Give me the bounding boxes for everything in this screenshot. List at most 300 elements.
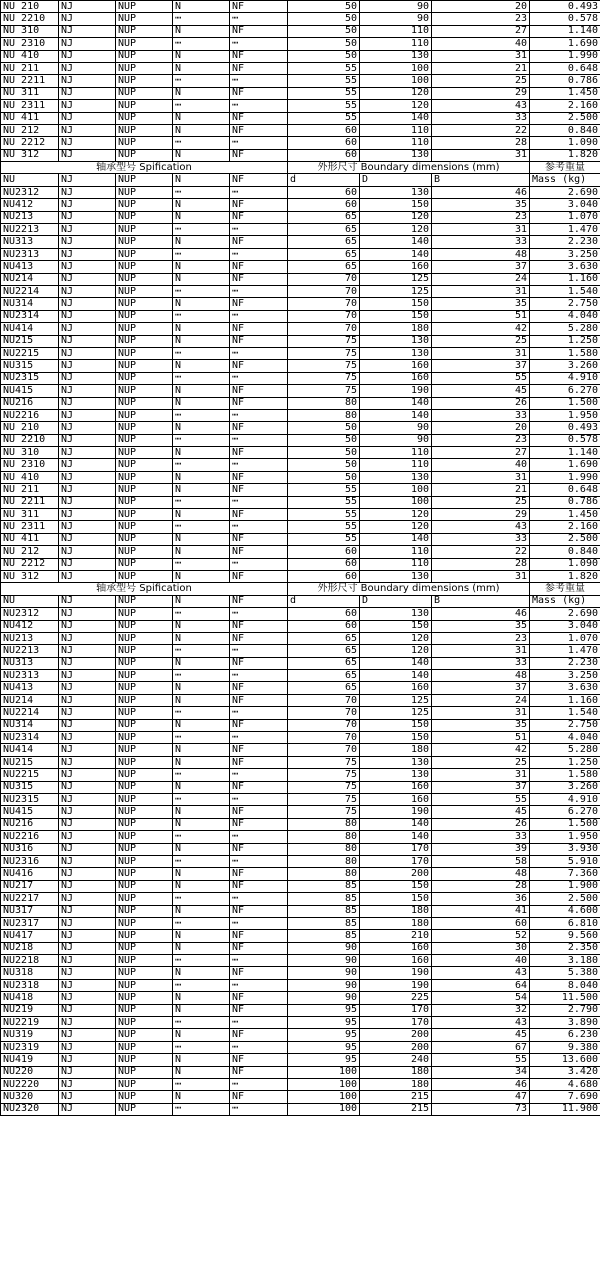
bore-d: 50	[288, 434, 360, 446]
model-nup: NUP	[116, 298, 173, 310]
bore-d: 100	[288, 1078, 360, 1090]
width-b: 35	[432, 298, 530, 310]
mass: 3.040	[530, 199, 600, 211]
mass: 1.690	[530, 459, 600, 471]
model-nj: NJ	[59, 224, 116, 236]
model-nj: NJ	[59, 261, 116, 273]
bore-d: 75	[288, 347, 360, 359]
width-b: 26	[432, 818, 530, 830]
model-nu: NU 410	[1, 50, 59, 62]
outer-d: 140	[360, 409, 432, 421]
table-row	[1, 1103, 600, 1115]
table-row	[1, 955, 600, 967]
model-n: N	[173, 323, 230, 335]
model-nj: NJ	[59, 422, 116, 434]
model-nup: NUP	[116, 806, 173, 818]
model-nf: NF	[230, 112, 288, 124]
width-b: 33	[432, 112, 530, 124]
model-nj: NJ	[59, 955, 116, 967]
model-nj: NJ	[59, 979, 116, 991]
model-nj: NJ	[59, 608, 116, 620]
width-b: 67	[432, 1041, 530, 1053]
table-row	[1, 1078, 600, 1090]
mass: 3.040	[530, 620, 600, 632]
model-nf: NF	[230, 905, 288, 917]
model-nf: NF	[230, 124, 288, 136]
width-b: 29	[432, 509, 530, 521]
width-b: 20	[432, 1, 530, 13]
width-b: 31	[432, 224, 530, 236]
mass: 3.420	[530, 1066, 600, 1078]
model-nu: NU412	[1, 199, 59, 211]
table-row	[1, 447, 600, 459]
mass: 6.270	[530, 385, 600, 397]
mass: 3.930	[530, 843, 600, 855]
model-nu: NU315	[1, 360, 59, 372]
outer-d: 150	[360, 719, 432, 731]
outer-d: 130	[360, 50, 432, 62]
width-b: 28	[432, 558, 530, 570]
outer-d: 140	[360, 533, 432, 545]
model-nf: ┉	[230, 558, 288, 570]
model-nup: NUP	[116, 1054, 173, 1066]
model-n: N	[173, 694, 230, 706]
table-row	[1, 38, 600, 50]
model-nf: NF	[230, 62, 288, 74]
model-nup: NUP	[116, 818, 173, 830]
model-nu: NU215	[1, 756, 59, 768]
table-row	[1, 434, 600, 446]
model-nup: NUP	[116, 1, 173, 13]
table-row	[1, 756, 600, 768]
model-nup: NUP	[116, 335, 173, 347]
model-nup: NUP	[116, 645, 173, 657]
table-row	[1, 1054, 600, 1066]
bore-d: 70	[288, 273, 360, 285]
bore-d: 80	[288, 818, 360, 830]
bore-d: 60	[288, 570, 360, 582]
model-nj: NJ	[59, 75, 116, 87]
outer-d: 160	[360, 372, 432, 384]
model-nu: NU314	[1, 298, 59, 310]
model-nj: NJ	[59, 186, 116, 198]
model-nf: NF	[230, 880, 288, 892]
bore-d: 60	[288, 558, 360, 570]
mass: 1.070	[530, 632, 600, 644]
model-nu: NU2216	[1, 409, 59, 421]
outer-d: 130	[360, 570, 432, 582]
model-nup: NUP	[116, 831, 173, 843]
mass: 1.950	[530, 831, 600, 843]
model-n: ┉	[173, 608, 230, 620]
table-row	[1, 558, 600, 570]
model-nup: NUP	[116, 1004, 173, 1016]
width-b: 33	[432, 657, 530, 669]
bore-d: 75	[288, 360, 360, 372]
model-nj: NJ	[59, 670, 116, 682]
model-nj: NJ	[59, 471, 116, 483]
model-nu: NU 2311	[1, 521, 59, 533]
model-nf: ┉	[230, 224, 288, 236]
bore-d: 75	[288, 794, 360, 806]
width-b: 30	[432, 942, 530, 954]
table-row	[1, 1004, 600, 1016]
mass: 6.810	[530, 917, 600, 929]
model-nu: NU 211	[1, 484, 59, 496]
model-n: N	[173, 546, 230, 558]
table-row	[1, 248, 600, 260]
bore-d: 60	[288, 124, 360, 136]
table-row	[1, 137, 600, 149]
model-nup: NUP	[116, 657, 173, 669]
model-nf: NF	[230, 484, 288, 496]
table-row	[1, 979, 600, 991]
width-b: 35	[432, 620, 530, 632]
mass: 6.270	[530, 806, 600, 818]
model-n: ┉	[173, 38, 230, 50]
model-nj: NJ	[59, 546, 116, 558]
model-nup: NUP	[116, 1029, 173, 1041]
mass: 3.250	[530, 248, 600, 260]
bore-d: 50	[288, 50, 360, 62]
width-b: 46	[432, 1078, 530, 1090]
model-n: ┉	[173, 372, 230, 384]
header-weight: 参考重量	[530, 583, 600, 595]
model-nup: NUP	[116, 620, 173, 632]
model-nj: NJ	[59, 756, 116, 768]
model-nu: NU216	[1, 397, 59, 409]
model-nf: NF	[230, 199, 288, 211]
outer-d: 180	[360, 1078, 432, 1090]
table-row	[1, 1041, 600, 1053]
mass: 9.380	[530, 1041, 600, 1053]
model-nj: NJ	[59, 620, 116, 632]
model-nf: ┉	[230, 310, 288, 322]
width-b: 31	[432, 769, 530, 781]
model-nu: NU 2210	[1, 434, 59, 446]
width-b: 55	[432, 1054, 530, 1066]
table-row	[1, 1091, 600, 1103]
model-nj: NJ	[59, 1078, 116, 1090]
model-nup: NUP	[116, 236, 173, 248]
model-nf: ┉	[230, 893, 288, 905]
outer-d: 120	[360, 645, 432, 657]
table-row	[1, 1017, 600, 1029]
model-nf: ┉	[230, 707, 288, 719]
model-n: N	[173, 50, 230, 62]
model-nu: NU320	[1, 1091, 59, 1103]
model-n: ┉	[173, 1078, 230, 1090]
model-nj: NJ	[59, 657, 116, 669]
table-row	[1, 385, 600, 397]
bore-d: 85	[288, 905, 360, 917]
width-b: 48	[432, 868, 530, 880]
model-nup: NUP	[116, 224, 173, 236]
model-nf: ┉	[230, 409, 288, 421]
model-n: ┉	[173, 13, 230, 25]
mass: 1.820	[530, 149, 600, 161]
width-b: 21	[432, 484, 530, 496]
model-nu: NU318	[1, 967, 59, 979]
model-nu: NU314	[1, 719, 59, 731]
model-nu: NU2316	[1, 855, 59, 867]
model-n: N	[173, 533, 230, 545]
width-b: 43	[432, 521, 530, 533]
bore-d: 65	[288, 224, 360, 236]
model-nf: ┉	[230, 794, 288, 806]
header-nf: NF	[230, 595, 288, 607]
table-row	[1, 360, 600, 372]
model-nu: NU 2310	[1, 38, 59, 50]
model-nj: NJ	[59, 905, 116, 917]
table-row	[1, 880, 600, 892]
bore-d: 70	[288, 744, 360, 756]
model-nu: NU214	[1, 694, 59, 706]
outer-d: 125	[360, 707, 432, 719]
width-b: 33	[432, 831, 530, 843]
width-b: 22	[432, 546, 530, 558]
table-row	[1, 930, 600, 942]
outer-d: 180	[360, 917, 432, 929]
table-row	[1, 744, 600, 756]
width-b: 45	[432, 806, 530, 818]
model-nu: NU414	[1, 323, 59, 335]
model-nu: NU413	[1, 682, 59, 694]
outer-d: 190	[360, 979, 432, 991]
model-nu: NU2218	[1, 955, 59, 967]
model-n: N	[173, 967, 230, 979]
model-nup: NUP	[116, 521, 173, 533]
model-nu: NU2312	[1, 186, 59, 198]
bore-d: 50	[288, 459, 360, 471]
mass: 4.600	[530, 905, 600, 917]
mass: 1.820	[530, 570, 600, 582]
model-nup: NUP	[116, 1091, 173, 1103]
model-nu: NU218	[1, 942, 59, 954]
mass: 1.160	[530, 694, 600, 706]
table-body	[1, 1, 600, 1116]
table-row	[1, 236, 600, 248]
model-nj: NJ	[59, 707, 116, 719]
width-b: 31	[432, 285, 530, 297]
model-nup: NUP	[116, 496, 173, 508]
outer-d: 170	[360, 843, 432, 855]
mass: 0.648	[530, 484, 600, 496]
outer-d: 190	[360, 385, 432, 397]
bore-d: 75	[288, 806, 360, 818]
bore-d: 75	[288, 769, 360, 781]
outer-d: 215	[360, 1103, 432, 1115]
model-nu: NU 411	[1, 112, 59, 124]
model-nup: NUP	[116, 484, 173, 496]
bore-d: 60	[288, 546, 360, 558]
model-nj: NJ	[59, 434, 116, 446]
model-nu: NU2217	[1, 893, 59, 905]
model-nu: NU216	[1, 818, 59, 830]
width-b: 23	[432, 211, 530, 223]
mass: 2.690	[530, 608, 600, 620]
mass: 2.500	[530, 112, 600, 124]
width-b: 40	[432, 38, 530, 50]
model-nup: NUP	[116, 409, 173, 421]
model-n: ┉	[173, 434, 230, 446]
bore-d: 55	[288, 75, 360, 87]
width-b: 43	[432, 100, 530, 112]
model-nj: NJ	[59, 199, 116, 211]
model-nf: NF	[230, 1091, 288, 1103]
model-nu: NU 210	[1, 422, 59, 434]
model-nup: NUP	[116, 694, 173, 706]
outer-d: 140	[360, 397, 432, 409]
outer-d: 160	[360, 794, 432, 806]
header-spec: 轴承型号 Spification	[1, 162, 288, 174]
mass: 1.990	[530, 471, 600, 483]
model-nu: NU2313	[1, 670, 59, 682]
width-b: 35	[432, 719, 530, 731]
model-nup: NUP	[116, 261, 173, 273]
outer-d: 150	[360, 199, 432, 211]
model-n: N	[173, 25, 230, 37]
model-nu: NU2317	[1, 917, 59, 929]
outer-d: 150	[360, 732, 432, 744]
bore-d: 50	[288, 25, 360, 37]
width-b: 47	[432, 1091, 530, 1103]
table-row	[1, 149, 600, 161]
model-nup: NUP	[116, 323, 173, 335]
model-n: N	[173, 1054, 230, 1066]
model-nj: NJ	[59, 409, 116, 421]
outer-d: 110	[360, 137, 432, 149]
table-row	[1, 942, 600, 954]
width-b: 37	[432, 781, 530, 793]
model-n: N	[173, 124, 230, 136]
table-row	[1, 769, 600, 781]
model-n: ┉	[173, 558, 230, 570]
bore-d: 65	[288, 261, 360, 273]
width-b: 64	[432, 979, 530, 991]
outer-d: 100	[360, 62, 432, 74]
model-nup: NUP	[116, 608, 173, 620]
width-b: 34	[432, 1066, 530, 1078]
model-nup: NUP	[116, 471, 173, 483]
model-nu: NU215	[1, 335, 59, 347]
model-nup: NUP	[116, 632, 173, 644]
model-nu: NU 310	[1, 447, 59, 459]
table-row	[1, 310, 600, 322]
model-nj: NJ	[59, 447, 116, 459]
header-nu: NU	[1, 595, 59, 607]
header-spec: 轴承型号 Spification	[1, 583, 288, 595]
mass: 8.040	[530, 979, 600, 991]
table-row	[1, 199, 600, 211]
table-row	[1, 905, 600, 917]
model-nu: NU2320	[1, 1103, 59, 1115]
width-b: 51	[432, 310, 530, 322]
bore-d: 70	[288, 707, 360, 719]
table-row	[1, 670, 600, 682]
width-b: 46	[432, 608, 530, 620]
width-b: 25	[432, 496, 530, 508]
model-nf: NF	[230, 335, 288, 347]
model-n: N	[173, 657, 230, 669]
model-nu: NU2315	[1, 372, 59, 384]
model-nf: NF	[230, 756, 288, 768]
model-nup: NUP	[116, 1103, 173, 1115]
width-b: 43	[432, 967, 530, 979]
table-row	[1, 285, 600, 297]
model-nup: NUP	[116, 25, 173, 37]
model-n: N	[173, 1091, 230, 1103]
model-n: N	[173, 992, 230, 1004]
model-n: N	[173, 385, 230, 397]
model-nf: NF	[230, 744, 288, 756]
model-nup: NUP	[116, 360, 173, 372]
table-row	[1, 893, 600, 905]
width-b: 21	[432, 62, 530, 74]
model-n: ┉	[173, 137, 230, 149]
model-nu: NU2314	[1, 732, 59, 744]
model-nu: NU 2210	[1, 13, 59, 25]
model-nu: NU 212	[1, 546, 59, 558]
mass: 3.890	[530, 1017, 600, 1029]
model-nf: ┉	[230, 608, 288, 620]
mass: 6.230	[530, 1029, 600, 1041]
model-n: N	[173, 756, 230, 768]
model-nf: NF	[230, 25, 288, 37]
model-nu: NU214	[1, 273, 59, 285]
bore-d: 80	[288, 843, 360, 855]
header-mass: Mass (kg)	[530, 174, 600, 186]
mass: 2.750	[530, 719, 600, 731]
model-n: N	[173, 447, 230, 459]
model-nu: NU 312	[1, 570, 59, 582]
table-row	[1, 112, 600, 124]
bore-d: 55	[288, 112, 360, 124]
model-nup: NUP	[116, 75, 173, 87]
model-nf: NF	[230, 657, 288, 669]
mass: 4.910	[530, 372, 600, 384]
model-nup: NUP	[116, 248, 173, 260]
model-nup: NUP	[116, 285, 173, 297]
mass: 1.140	[530, 447, 600, 459]
model-nj: NJ	[59, 484, 116, 496]
bore-d: 50	[288, 471, 360, 483]
width-b: 24	[432, 694, 530, 706]
model-nj: NJ	[59, 38, 116, 50]
model-nj: NJ	[59, 248, 116, 260]
outer-d: 125	[360, 285, 432, 297]
model-nup: NUP	[116, 372, 173, 384]
mass: 3.180	[530, 955, 600, 967]
model-nf: NF	[230, 211, 288, 223]
bore-d: 75	[288, 781, 360, 793]
width-b: 48	[432, 670, 530, 682]
width-b: 31	[432, 471, 530, 483]
outer-d: 120	[360, 521, 432, 533]
model-nu: NU316	[1, 843, 59, 855]
model-nj: NJ	[59, 818, 116, 830]
mass: 1.250	[530, 335, 600, 347]
outer-d: 120	[360, 87, 432, 99]
mass: 2.160	[530, 521, 600, 533]
mass: 11.500	[530, 992, 600, 1004]
model-n: N	[173, 335, 230, 347]
section-header-row	[1, 583, 600, 595]
table-row	[1, 397, 600, 409]
model-nu: NU315	[1, 781, 59, 793]
model-n: ┉	[173, 831, 230, 843]
section-subheader-row	[1, 595, 600, 607]
